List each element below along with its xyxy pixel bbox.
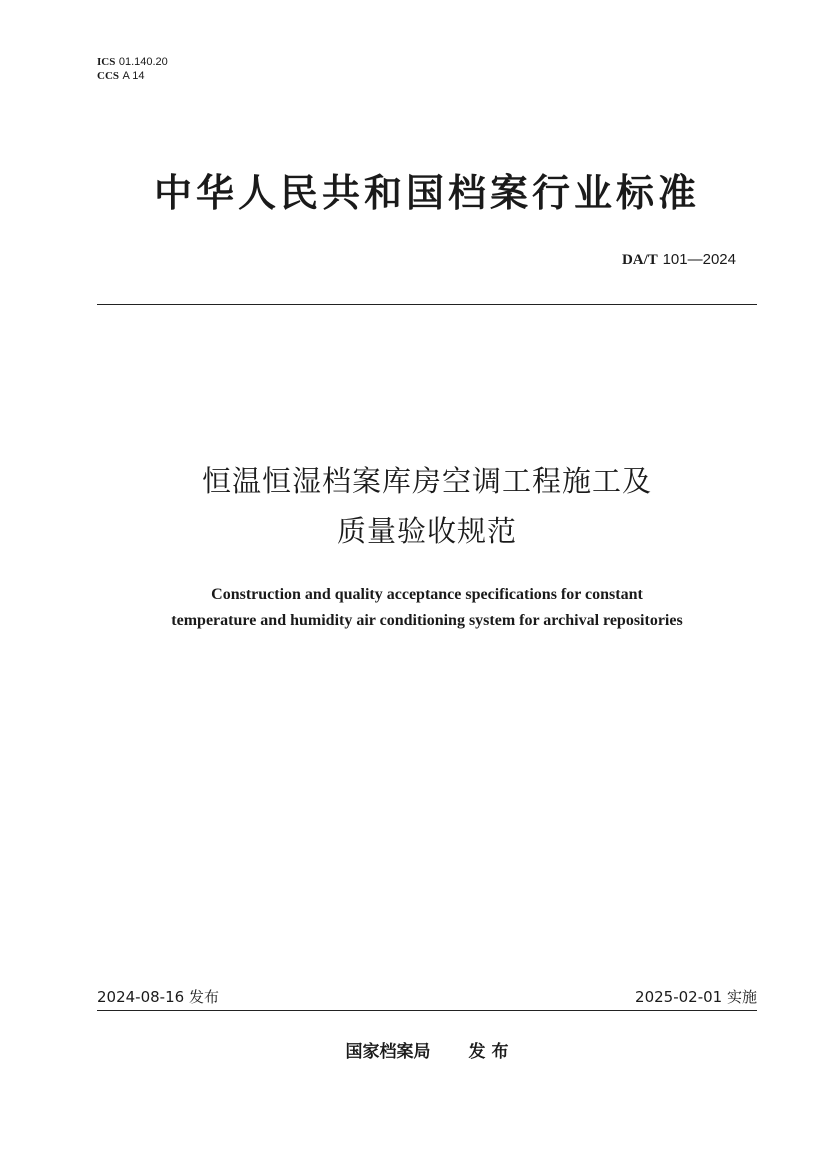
ics-code-row	[97, 55, 168, 69]
document-title-en	[97, 582, 757, 634]
ccs-code-row	[97, 69, 168, 83]
issuer-line	[97, 1037, 757, 1062]
ics-label: ICS	[97, 56, 116, 68]
standard-number-prefix: DA/T	[621, 252, 658, 268]
document-title-en-line1: Construction and quality acceptance specifications for constant	[211, 586, 643, 603]
document-title-en-line2: temperature and humidity air conditioning system for archival repositories	[171, 612, 683, 629]
ccs-label: CCS	[97, 70, 120, 82]
standard-number-value: 101—2024	[662, 251, 736, 268]
ics-value: 01.140.20	[118, 56, 168, 68]
implementation-date: 2025-02-01 实施	[635, 988, 757, 1006]
ccs-value: A 14	[122, 70, 145, 82]
header-divider	[97, 304, 757, 305]
document-title-zh-line1: 恒温恒湿档案库房空调工程施工及	[201, 464, 652, 498]
document-title-zh-line2: 质量验收规范	[336, 514, 517, 548]
footer-divider	[97, 1010, 757, 1011]
classification-codes	[97, 55, 168, 83]
standard-number	[622, 250, 736, 269]
issuer-name: 国家档案局	[345, 1042, 431, 1062]
document-title-zh	[97, 456, 757, 556]
publish-date: 2024-08-16 发布	[97, 988, 219, 1006]
issuer-action: 发 布	[468, 1042, 509, 1062]
standard-category-title: 中华人民共和国档案行业标准	[153, 171, 700, 215]
